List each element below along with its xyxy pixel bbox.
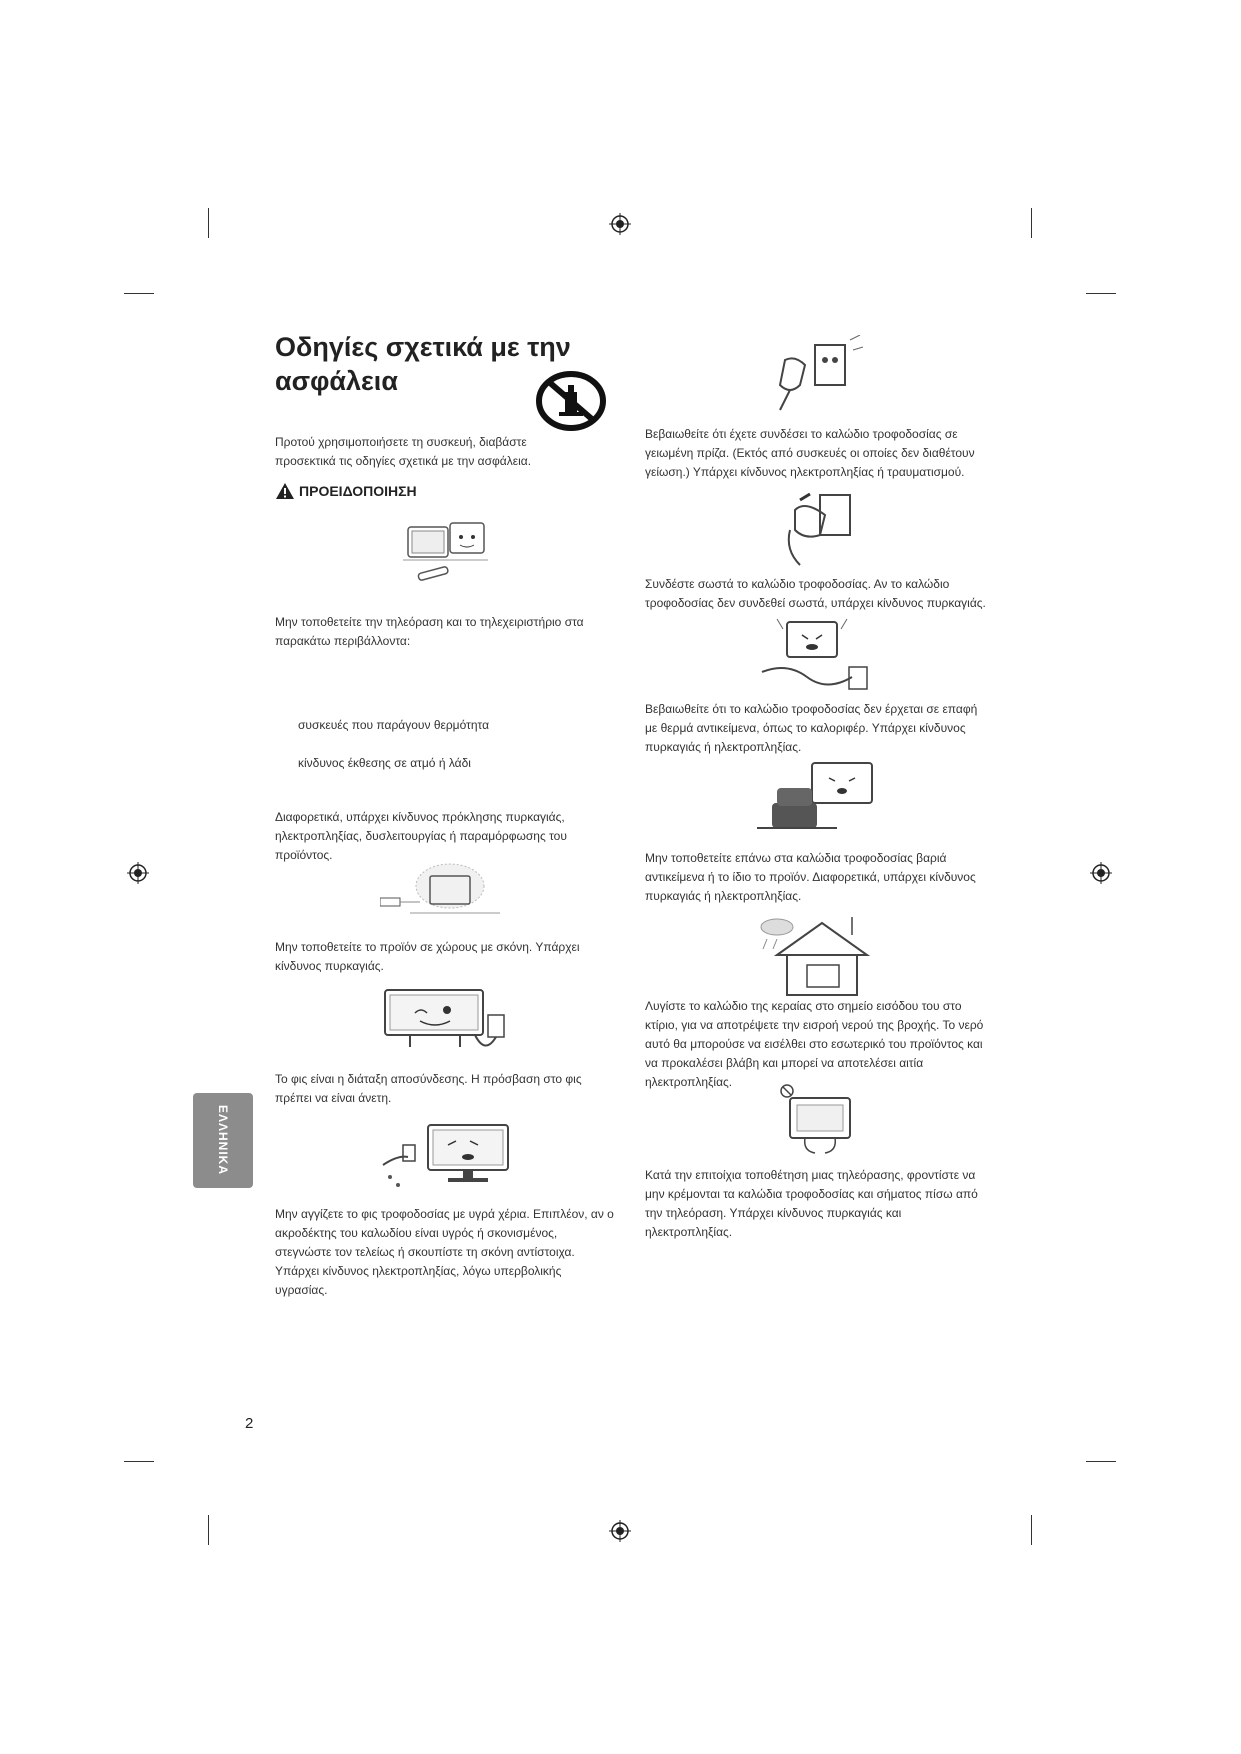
dust-warning: Μην τοποθετείτε το προϊόν σε χώρους με σκόνη. Υπάρχει κίνδυνος πυρκαγιάς. [275,940,580,973]
heavy-object-warning: Μην τοποθετείτε επάνω στα καλώδια τροφοδοσίας βαριά αντικείμενα ή το ίδιο το προϊόν. Διαφορετικά, υπάρχει κίνδυνος πυρκαγιάς ή ηλεκτροπληξίας. [645,851,976,903]
language-tab [193,1093,253,1188]
registration-mark-icon [609,213,631,235]
language-tab-label: ΕΛΛΗΝΙΚΑ [216,1105,230,1176]
crop-mark [1031,208,1032,238]
wet-hands-illustration [378,1115,518,1195]
intro-text: Προτού χρησιμοποιήσετε τη συσκευή, διαβάστε προσεκτικά τις οδηγίες σχετικά με την ασφάλεια. [275,435,532,468]
crop-mark [124,1461,154,1462]
connect-warning: Συνδέστε σωστά το καλώδιο τροφοδοσίας. Αν το καλώδιο τροφοδοσίας δεν συνδεθεί σωστά, υπάρχει κίνδυνος πυρκαγιάς. [645,577,986,610]
wet-hands-warning: Μην αγγίζετε το φις τροφοδοσίας με υγρά χέρια. Επιπλέον, αν ο ακροδέκτης του καλωδίου είναι υγρός ή σκονισμένος, στεγνώστε τον τελείως ή σκουπίστε τη σκόνη αντίστοιχα. Υπάρχει κίνδυνος ηλεκτροπληξίας, λόγω υπερβολικής υγρασίας. [275,1207,614,1297]
page-title: Οδηγίες σχετικά με την ασφάλεια [275,332,571,396]
warning-label: ΠΡΟΕΙΔΟΠΟΙΗΣΗ [299,483,417,499]
crop-mark [208,208,209,238]
ground-outlet-illustration [765,335,865,415]
otherwise-text: Διαφορετικά, υπάρχει κίνδυνος πρόκλησης πυρκαγιάς, ηλεκτροπληξίας, δυσλειτουργίας ή παραμόρφωσης του προϊόντος. [275,810,567,862]
plug-access-illustration [380,985,515,1060]
heat-warning: Βεβαιωθείτε ότι το καλώδιο τροφοδοσίας δεν έρχεται σε επαφή με θερμά αντικείμενα, όπως το καλοριφέρ. Υπάρχει κίνδυνος πυρκαγιάς ή ηλεκτροπληξίας. [645,702,978,754]
crop-mark [124,293,154,294]
antenna-house-illustration [757,915,882,1000]
wall-mount-illustration [775,1083,860,1158]
plug-access-text: Το φις είναι η διάταξη αποσύνδεσης. Η πρόσβαση στο φις πρέπει να είναι άνετη. [275,1072,582,1105]
ground-warning: Βεβαιωθείτε ότι έχετε συνδέσει το καλώδιο τροφοδοσίας σε γειωμένη πρίζα. (Εκτός από συσκευές οι οποίες δεν διαθέτουν γείωση.) Υπάρχει κίνδυνος ηλεκτροπληξίας ή τραυματισμού. [645,427,975,479]
warning-heading [275,482,417,500]
wall-mount-warning: Κατά την επιτοίχια τοποθέτηση μιας τηλεόρασης, φροντίστε να μην κρέμονται τα καλώδια τροφοδοσίας και σήματος πίσω από την τηλεόραση. Υπάρχει κίνδυνος πυρκαγιάς και ηλεκτροπληξίας. [645,1168,978,1239]
antenna-warning: Λυγίστε το καλώδιο της κεραίας στο σημείο εισόδου του στο κτίριο, για να αποτρέψετε την εισροή νερού της βροχής. Το νερό αυτό θα μπορούσε να εισέλθει στο εσωτερικό του προϊόντος και να προκαλέσει βλάβη και μπορεί να αποτελέσει αιτία ηλεκτροπληξίας. [645,999,984,1089]
warning-triangle-icon [275,482,295,500]
crop-mark [208,1515,209,1545]
connect-plug-illustration [780,490,860,570]
registration-mark-icon [127,862,149,884]
bullet-steam: κίνδυνος έκθεσης σε ατμό ή λάδι [298,756,471,770]
heavy-object-illustration [757,758,877,843]
environment-intro: Μην τοποθετείτε την τηλεόραση και το τηλεχειριστήριο στα παρακάτω περιβάλλοντα: [275,615,584,648]
prohibition-icon [535,370,607,432]
crop-mark [1031,1515,1032,1545]
bullet-heat: συσκευές που παράγουν θερμότητα [298,718,490,732]
heat-source-illustration [757,617,872,695]
crop-mark [1086,1461,1116,1462]
crop-mark [1086,293,1116,294]
registration-mark-icon [1090,862,1112,884]
dust-illustration [380,858,520,923]
registration-mark-icon [609,1520,631,1542]
tv-remote-illustration [398,515,493,590]
page-number: 2 [245,1415,254,1432]
